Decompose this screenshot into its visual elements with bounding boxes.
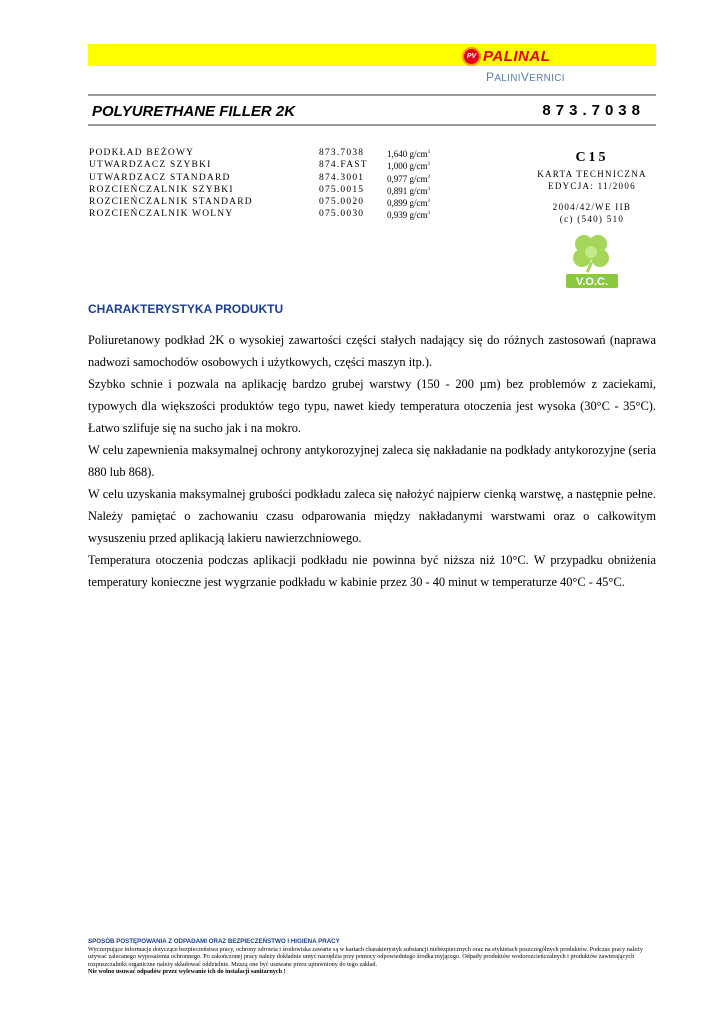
footer-title: SPOSÓB POSTĘPOWANIA Z ODPADAMI ORAZ BEZPIECZEŃSTWO I HIGIENA PRACY — [88, 938, 340, 945]
product-code: 873.7038 — [542, 102, 645, 119]
component-name: ROZCIEŃCZALNIK STANDARD — [89, 197, 253, 208]
product-title: POLYURETHANE FILLER 2K — [92, 103, 296, 120]
side-info — [528, 150, 656, 225]
palinal-logo — [462, 45, 550, 67]
product-description — [88, 329, 656, 593]
component-name: PODKŁAD BEŻOWY — [89, 148, 195, 158]
directive: 2004/42/WE IIB — [552, 202, 632, 212]
component-density: 1,640 $g/cm^3$ — [387, 149, 430, 159]
footer-warning: Nie wolno usuwać odpadów przez wylewanie ich do instalacji sanitarnych ! — [88, 968, 286, 976]
component-row — [89, 159, 430, 171]
component-code: 874.3001 — [319, 172, 365, 183]
paragraph: W celu zapewnienia maksymalnej ochrony antykorozyjnej zaleca się nakładanie na podkłady antykorozyjne (seria 880 lub 868). — [88, 443, 656, 479]
voc-clover-icon — [560, 230, 624, 294]
component-density: 0,891 $g/cm^3$ — [387, 185, 430, 196]
component-row — [89, 184, 430, 196]
component-density: 0,977 $g/cm^3$ — [387, 173, 430, 184]
component-name: ROZCIEŃCZALNIK SZYBKI — [89, 184, 234, 195]
components-list — [89, 147, 430, 221]
component-code: 874.FAST — [319, 160, 368, 171]
doc-type: KARTA TECHNICZNA — [537, 169, 647, 179]
component-density: 1,000 $g/cm^3$ — [387, 161, 430, 172]
voc-badge-text: V.O.C. — [576, 276, 608, 288]
voc-limit: (c) (540) 510 — [559, 214, 625, 224]
component-density: 0,899 $g/cm^3$ — [387, 198, 430, 209]
brand-subtitle: PALINIVERNICI — [486, 70, 565, 84]
footer-text: Wyczerpujące informacje dotyczące bezpieczeństwa pracy, ochrony zdrowia i środowiska zawarte są w kartach charakterystyk substancji niebezpiecznych oraz na etykietach poszczególnych produktów. Podczas pracy należy używać zalecanego wyposażenia ochronnego. Po zakończonej pracy należy dokładnie umyć narzędzia przy pomocy odpowiedniego środka myjącego. Odpady produktów wodorozcieńczalnych i produktów zawierających rozpuszczalniki organiczne należy składować oddzielnie. Muszą one być usuwane przez uprawniony do tego zakład. — [88, 945, 643, 968]
component-density: 0,939 $g/cm^3$ — [387, 210, 430, 221]
component-row — [89, 172, 430, 184]
divider-top — [88, 94, 656, 96]
footer — [88, 938, 658, 976]
paragraph: Szybko schnie i pozwala na aplikację bardzo grubej warstwy (150 - 200 µm) bez problemów z zaciekami, typowych dla większości produktów tego typu, nawet kiedy temperatura otoczenia jest wysoka (30°C - 35°C). Łatwo szlifuje się na sucho jak i na mokro. — [88, 377, 656, 435]
paragraph: W celu uzyskania maksymalnej grubości podkładu zaleca się nałożyć najpierw cienką warstwę, a następnie pełne. Należy pamiętać o zachowaniu czasu odparowania między nakładanymi warstwami oraz o całkowitym wysuszeniu przed aplikacją lakieru nawierzchniowego. — [88, 487, 656, 545]
component-row — [89, 208, 430, 220]
edition: EDYCJA: 11/2006 — [548, 181, 636, 191]
paragraph: Poliuretanowy podkład 2K o wysokiej zawartości części stałych nadający się do różnych zastosowań (naprawa nadwozi samochodów osobowych i użytkowych, części maszyn itp.). — [88, 333, 656, 369]
palinal-logo-icon: PV — [462, 47, 481, 66]
class-code: C15 — [575, 150, 609, 165]
divider-bottom — [88, 124, 656, 126]
paragraph: Temperatura otoczenia podczas aplikacji podkładu nie powinna być niższa niż 10°C. W przypadku obniżenia temperatury konieczne jest wygrzanie podkładu w kabinie przez 30 - 40 minut w temperaturze 40°C - 45°C. — [88, 553, 656, 589]
component-code: 075.0030 — [319, 209, 365, 220]
component-row — [89, 196, 430, 208]
logo-text: PALINAL — [483, 47, 551, 65]
component-code: 075.0015 — [319, 184, 365, 195]
component-name: ROZCIEŃCZALNIK WOLNY — [89, 209, 234, 220]
component-code: 075.0020 — [319, 197, 365, 208]
component-row — [89, 147, 430, 159]
section-title: CHARAKTERYSTYKA PRODUKTU — [88, 302, 284, 316]
component-name: UTWARDZACZ STANDARD — [89, 172, 231, 183]
header-bar — [88, 44, 656, 66]
component-code: 873.7038 — [319, 148, 365, 158]
component-name: UTWARDZACZ SZYBKI — [89, 160, 212, 171]
